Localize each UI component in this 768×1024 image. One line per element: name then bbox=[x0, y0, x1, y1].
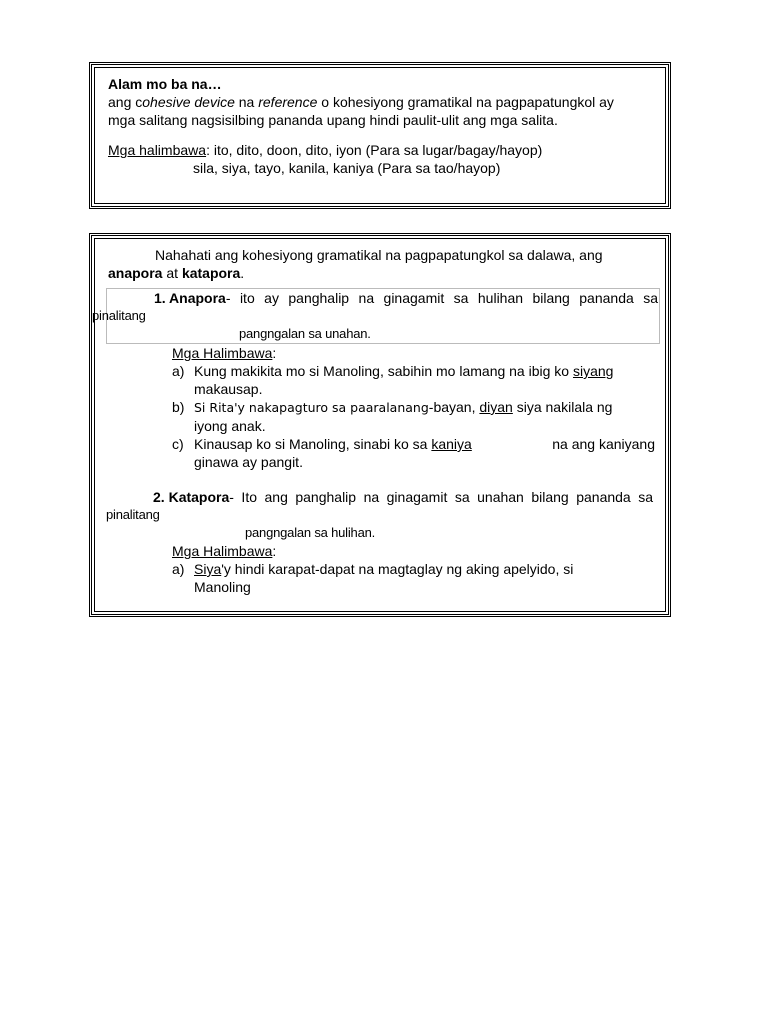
term-cohesive-device: ohesive device bbox=[142, 94, 235, 110]
list-marker: b) bbox=[172, 399, 185, 415]
text-segment: . bbox=[240, 265, 245, 281]
anapora-def-line-3: pangngalan sa unahan. bbox=[239, 326, 371, 341]
anapora-examples-list bbox=[108, 362, 655, 471]
item-number: 2. bbox=[153, 489, 169, 505]
anapora-examples-label bbox=[108, 344, 655, 362]
term-katapora: katapora bbox=[181, 265, 241, 281]
example-text bbox=[194, 560, 655, 596]
reference-word: diyan bbox=[479, 399, 513, 415]
text-segment: Kinausap ko si Manoling, sinabi ko sa bbox=[194, 436, 432, 452]
text-segment: Si Rita'y nakapagturo sa paaralanang bbox=[194, 400, 429, 415]
katapora-examples-list bbox=[108, 560, 655, 596]
list-marker: a) bbox=[172, 561, 185, 577]
intro-line-1: Nahahati ang kohesiyong gramatikal na pagpapatungkol sa dalawa, ang bbox=[155, 247, 603, 263]
anapora-def-line-2: pinalitang bbox=[92, 308, 146, 323]
text-segment: makausap. bbox=[194, 381, 263, 397]
text-segment: ginawa ay pangit. bbox=[194, 454, 303, 470]
examples-line-1 bbox=[108, 141, 653, 159]
anapora-definition: - ito ay panghalip na ginagamit sa hulihan bilang pananda sa bbox=[225, 290, 658, 306]
example-line-start bbox=[194, 435, 472, 453]
examples-label: Mga halimbawa bbox=[108, 142, 207, 158]
katapora-def-line-3: pangngalan sa hulihan. bbox=[245, 525, 376, 540]
list-item bbox=[172, 362, 655, 398]
example-text bbox=[194, 398, 655, 435]
text-segment: na bbox=[234, 94, 259, 110]
anapora-definition-box bbox=[92, 288, 660, 344]
term-anapora: anapora bbox=[108, 265, 163, 281]
text-segment: siya nakilala ng bbox=[512, 399, 613, 415]
text-segment: : bbox=[272, 543, 277, 559]
list-marker: c) bbox=[172, 436, 184, 452]
katapora-def-line-2: pinalitang bbox=[106, 507, 160, 522]
text-segment: ang c bbox=[108, 94, 143, 110]
item-number: 1. bbox=[154, 290, 170, 306]
examples-label: Mga Halimbawa bbox=[172, 345, 273, 361]
example-text bbox=[194, 362, 655, 398]
text-segment: -bayan, bbox=[428, 399, 480, 415]
reference-word: siyang bbox=[572, 363, 614, 379]
list-item bbox=[172, 435, 655, 471]
reference-word: Siya bbox=[194, 561, 222, 577]
anapora-def-line-1 bbox=[107, 289, 659, 307]
examples-line-2: sila, siya, tayo, kanila, kaniya (Para sa tao/hayop) bbox=[193, 160, 501, 176]
example-text bbox=[194, 435, 655, 471]
text-segment: Kung makikita mo si Manoling, sabihin mo lamang na ibig ko bbox=[194, 363, 573, 379]
anapora-title bbox=[154, 289, 226, 307]
info-box-alam-mo-ba bbox=[91, 64, 669, 207]
list-item bbox=[172, 398, 655, 435]
examples-label: Mga Halimbawa bbox=[172, 543, 273, 559]
definition-line-1 bbox=[108, 93, 653, 111]
reference-word: kaniya bbox=[431, 436, 472, 452]
text-segment: o kohesiyong gramatikal na pagpapatungkol ay bbox=[317, 94, 614, 110]
text-segment: na ang kaniyang bbox=[552, 436, 655, 452]
info-box-pagpapatungkol bbox=[91, 235, 669, 615]
katapora-examples-label bbox=[108, 542, 655, 560]
text-segment: 'y hindi karapat-dapat na magtaglay ng aking apelyido, si bbox=[221, 561, 574, 577]
list-marker: a) bbox=[172, 363, 185, 379]
text-segment: : bbox=[272, 345, 277, 361]
katapora-def-line-1 bbox=[108, 488, 655, 506]
box-heading: Alam mo ba na… bbox=[108, 76, 222, 92]
term-reference: reference bbox=[258, 94, 318, 110]
examples-list-place: : ito, dito, doon, dito, iyon (Para sa lugar/bagay/hayop) bbox=[206, 142, 543, 158]
text-segment: iyong anak. bbox=[194, 418, 266, 434]
anapora-term: Anapora bbox=[169, 290, 226, 306]
definition-line-2: mga salitang nagsisilbing pananda upang hindi paulit-ulit ang mga salita. bbox=[108, 112, 558, 128]
example-line bbox=[194, 435, 655, 453]
text-segment: Manoling bbox=[194, 579, 251, 595]
intro-line-2 bbox=[108, 264, 655, 282]
list-item bbox=[172, 560, 655, 596]
katapora-definition: - Ito ang panghalip na ginagamit sa unahan bilang pananda sa bbox=[229, 489, 653, 505]
katapora-title bbox=[153, 488, 229, 506]
text-segment: at bbox=[162, 265, 182, 281]
katapora-term: Katapora bbox=[168, 489, 230, 505]
